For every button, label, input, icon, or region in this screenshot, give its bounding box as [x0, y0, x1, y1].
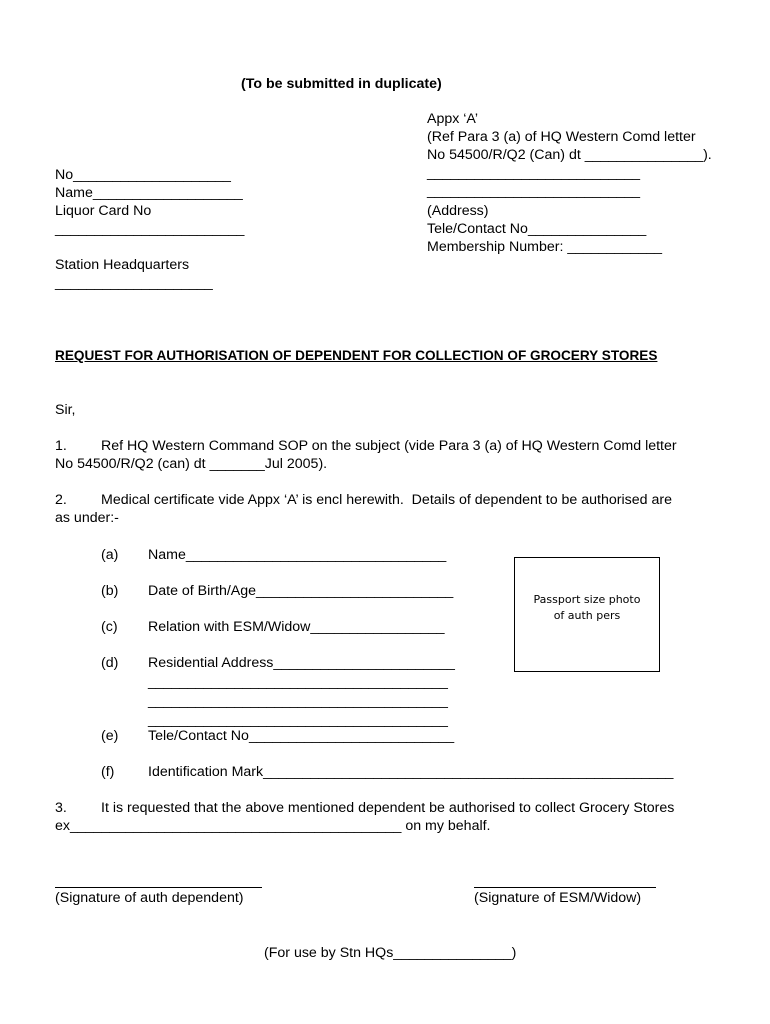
signature-esm-widow: (Signature of ESM/Widow): [474, 890, 642, 906]
tele-contact-field: Tele/Contact No_______________: [427, 221, 647, 237]
para-3-line-1: It is requested that the above mentioned dependent be authorised to collect Grocery Stores: [101, 800, 675, 816]
item-c-label: (c): [101, 619, 118, 635]
para-2-line-1: Medical certificate vide Appx ‘A’ is encl herewith. Details of dependent to be authorised are: [101, 492, 672, 508]
reference-line-1: (Ref Para 3 (a) of HQ Western Comd letter: [427, 129, 696, 145]
address-extra-line: ______________________________________: [148, 674, 448, 690]
item-b-dob-field: Date of Birth/Age_________________________: [148, 583, 454, 599]
stn-hq-use-note: (For use by Stn HQs_______________): [264, 945, 517, 961]
para-2-line-2: as under:-: [55, 510, 119, 526]
item-d-address-field: Residential Address_______________________: [148, 655, 455, 671]
item-f-identification-field: Identification Mark____________________________________________________: [148, 764, 674, 780]
item-e-label: (e): [101, 728, 119, 744]
item-f-label: (f): [101, 764, 115, 780]
item-d-label: (d): [101, 655, 119, 671]
address-label: (Address): [427, 203, 489, 219]
signature-line-left: [55, 887, 262, 888]
para-1-number: 1.: [55, 438, 67, 454]
item-e-tele-field: Tele/Contact No__________________________: [148, 728, 455, 744]
document-title: REQUEST FOR AUTHORISATION OF DEPENDENT FOR COLLECTION OF GROCERY STORES: [55, 348, 658, 363]
appendix-label: Appx ‘A’: [427, 111, 478, 127]
item-a-label: (a): [101, 547, 119, 563]
para-1-line-2: No 54500/R/Q2 (can) dt _______Jul 2005).: [55, 456, 328, 472]
liquor-card-blank: ________________________: [55, 221, 245, 237]
item-c-relation-field: Relation with ESM/Widow_________________: [148, 619, 445, 635]
liquor-card-label: Liquor Card No: [55, 203, 152, 219]
para-1-line-1: Ref HQ Western Command SOP on the subject (vide Para 3 (a) of HQ Western Comd letter: [101, 438, 677, 454]
membership-number-field: Membership Number: ____________: [427, 239, 663, 255]
item-b-label: (b): [101, 583, 119, 599]
number-field: No____________________: [55, 167, 231, 183]
address-blank-1: ___________________________: [427, 165, 641, 181]
signature-auth-dependent: (Signature of auth dependent): [55, 890, 244, 906]
salutation: Sir,: [55, 402, 76, 418]
photo-box-line-2: of auth pers: [553, 609, 621, 622]
signature-line-right: [474, 887, 656, 888]
para-3-number: 3.: [55, 800, 67, 816]
station-hq-blank: ____________________: [55, 275, 213, 291]
address-extra-line: ______________________________________: [148, 712, 448, 728]
para-2-number: 2.: [55, 492, 67, 508]
passport-photo-box: [514, 557, 660, 672]
station-hq-label: Station Headquarters: [55, 257, 190, 273]
address-blank-2: ___________________________: [427, 183, 641, 199]
reference-line-2: No 54500/R/Q2 (Can) dt _______________).: [427, 147, 712, 163]
item-a-name-field: Name_________________________________: [148, 547, 447, 563]
submission-note: (To be submitted in duplicate): [241, 76, 442, 92]
para-3-line-2: ex__________________________________________ on my behalf.: [55, 818, 491, 834]
photo-box-line-1: Passport size photo: [533, 593, 641, 606]
name-field: Name___________________: [55, 185, 243, 201]
address-extra-line: ______________________________________: [148, 693, 448, 709]
